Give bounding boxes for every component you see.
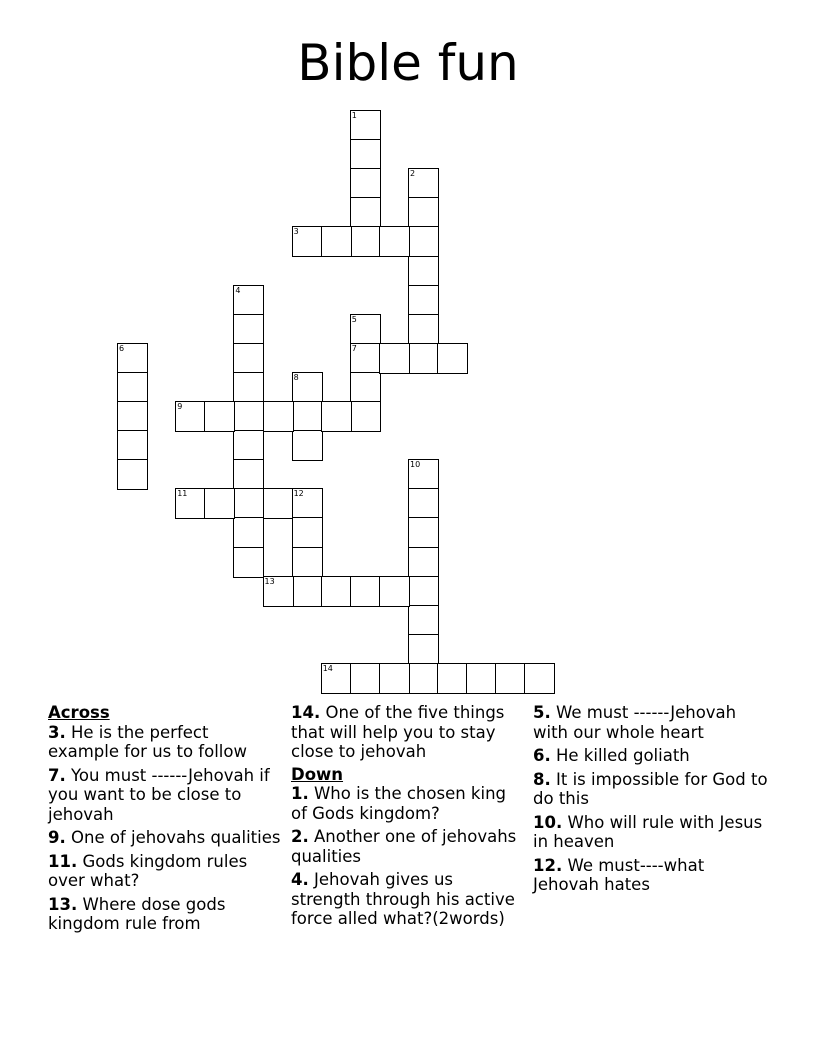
grid-cell[interactable]: [408, 576, 439, 607]
grid-cell[interactable]: [408, 314, 439, 345]
grid-cell[interactable]: [379, 343, 410, 374]
grid-cell[interactable]: [350, 168, 381, 199]
clue-text: He killed goliath: [550, 746, 690, 765]
clue-number: 7: [351, 343, 357, 353]
grid-cell[interactable]: [321, 576, 352, 607]
grid-cell[interactable]: [408, 547, 439, 578]
grid-cell[interactable]: [233, 314, 264, 345]
clue-number: 8: [293, 372, 299, 382]
grid-cell[interactable]: [292, 576, 323, 607]
clue-number: 6: [119, 343, 125, 353]
clue: [291, 870, 527, 929]
clue-number: 10: [410, 460, 421, 470]
grid-cell[interactable]: [408, 459, 439, 490]
grid-cell[interactable]: [408, 634, 439, 665]
grid-cell[interactable]: [204, 488, 235, 519]
grid-cell[interactable]: [408, 605, 439, 636]
clue-num: 8.: [533, 769, 551, 789]
grid-cell[interactable]: [321, 401, 352, 432]
grid-cell[interactable]: [233, 517, 264, 548]
grid-cell[interactable]: [350, 372, 381, 403]
clue: [533, 746, 769, 766]
puzzle-title: Bible fun: [297, 34, 519, 92]
grid-cell[interactable]: [408, 663, 439, 694]
grid-cell[interactable]: [321, 663, 352, 694]
clue-num: 13.: [48, 894, 78, 914]
grid-cell[interactable]: [350, 110, 381, 141]
clue: [48, 852, 284, 891]
clues-column-2: [291, 703, 527, 933]
clue-num: 14.: [291, 703, 321, 722]
clue-text: Where dose gods kingdom rule from: [48, 894, 226, 933]
grid-cell[interactable]: [117, 459, 148, 490]
grid-cell[interactable]: [408, 488, 439, 519]
clue-text: Who will rule with Jesus in heaven: [533, 812, 763, 851]
grid-cell[interactable]: [408, 226, 439, 257]
clue: [533, 703, 769, 742]
clue-num: 6.: [533, 746, 551, 765]
clue-num: 10.: [533, 812, 563, 832]
grid-cell[interactable]: [117, 372, 148, 403]
grid-cell[interactable]: [321, 226, 352, 257]
clue-text: Gods kingdom rules over what?: [48, 851, 248, 890]
clue-num: 5.: [533, 703, 551, 722]
clue-number: 1: [351, 111, 357, 120]
clue-text: Jehovah gives us strength through his active force alled what?(2words): [291, 870, 515, 928]
clue-num: 3.: [48, 722, 66, 742]
clue: [48, 723, 284, 762]
grid-cell[interactable]: [350, 197, 381, 228]
clue-num: 4.: [291, 870, 309, 889]
grid-cell[interactable]: [408, 285, 439, 316]
clues-column-3: [533, 703, 769, 899]
clue-number: 9: [177, 402, 183, 411]
clue-text: He is the perfect example for us to follow: [48, 722, 247, 761]
grid-cell[interactable]: [117, 430, 148, 461]
clue: [48, 895, 284, 934]
clue: [48, 828, 284, 848]
grid-cell[interactable]: [495, 663, 526, 694]
grid-cell[interactable]: [175, 401, 206, 432]
clue-text: One of the five things that will help you to stay close to jehovah: [291, 703, 505, 761]
clue-num: 2.: [291, 827, 309, 846]
clue-number: 3: [293, 227, 299, 237]
clue-number: 2: [410, 169, 416, 179]
clue-number: 12: [293, 489, 304, 499]
grid-cell[interactable]: [350, 314, 381, 345]
clue: [48, 766, 284, 825]
clue-num: 1.: [291, 784, 309, 803]
clue: [291, 703, 527, 762]
grid-cell[interactable]: [233, 401, 264, 432]
grid-cell[interactable]: [379, 576, 410, 607]
clue-number: 13: [264, 576, 275, 586]
clue-text: You must ------Jehovah if you want to be close to jehovah: [48, 765, 270, 824]
grid-cell[interactable]: [233, 547, 264, 578]
grid-cell[interactable]: [292, 430, 323, 461]
grid-cell[interactable]: [350, 401, 381, 432]
grid-cell[interactable]: [292, 372, 323, 403]
grid-cell[interactable]: [233, 488, 264, 519]
clue-text: It is impossible for God to do this: [533, 769, 768, 808]
grid-cell[interactable]: [204, 401, 235, 432]
clue-text: We must ------Jehovah with our whole heart: [533, 703, 737, 742]
grid-cell[interactable]: [263, 401, 294, 432]
clue-number: 14: [322, 663, 333, 673]
clue: [533, 813, 769, 852]
clue-number: 11: [177, 489, 188, 499]
clue: [533, 856, 769, 895]
clue: [291, 827, 527, 866]
grid-cell[interactable]: [379, 663, 410, 694]
grid-cell[interactable]: [379, 226, 410, 257]
grid-cell[interactable]: [292, 226, 323, 257]
grid-cell[interactable]: [233, 459, 264, 490]
clue: [533, 770, 769, 809]
grid-cell[interactable]: [292, 517, 323, 548]
grid-cell[interactable]: [233, 343, 264, 374]
grid-cell[interactable]: [408, 343, 439, 374]
grid-cell[interactable]: [292, 488, 323, 519]
grid-cell[interactable]: [233, 430, 264, 461]
across-heading: Across: [48, 703, 110, 722]
clue-text: We must----what Jehovah hates: [533, 855, 705, 894]
clue-num: 12.: [533, 855, 563, 875]
clue-number: 5: [351, 314, 357, 324]
down-heading: Down: [291, 764, 344, 784]
grid-cell[interactable]: [175, 488, 206, 519]
grid-cell[interactable]: [524, 663, 555, 694]
grid-cell[interactable]: [263, 576, 294, 607]
grid-cell[interactable]: [437, 663, 468, 694]
clue-text: One of jehovahs qualities: [65, 828, 281, 847]
grid-cell[interactable]: [408, 256, 439, 287]
clue-number: 4: [235, 285, 241, 295]
clue-text: Another one of jehovahs qualities: [291, 827, 517, 866]
grid-cell[interactable]: [408, 517, 439, 548]
grid-cell[interactable]: [117, 401, 148, 432]
grid-cell[interactable]: [292, 401, 323, 432]
grid-cell[interactable]: [350, 139, 381, 170]
grid-cell[interactable]: [350, 663, 381, 694]
clue-num: 11.: [48, 851, 78, 871]
grid-cell[interactable]: [350, 343, 381, 374]
grid-cell[interactable]: [233, 372, 264, 403]
grid-cell[interactable]: [466, 663, 497, 694]
grid-cell[interactable]: [263, 488, 294, 519]
clue-num: 9.: [48, 828, 66, 847]
grid-cell[interactable]: [233, 285, 264, 316]
grid-cell[interactable]: [350, 226, 381, 257]
grid-cell[interactable]: [408, 168, 439, 199]
grid-cell[interactable]: [117, 343, 148, 374]
grid-cell[interactable]: [292, 547, 323, 578]
grid-cell[interactable]: [350, 576, 381, 607]
clue-num: 7.: [48, 765, 66, 785]
grid-cell[interactable]: [437, 343, 468, 374]
clue: [291, 784, 527, 823]
clues-column-1: [48, 703, 284, 938]
clue-text: Who is the chosen king of Gods kingdom?: [291, 784, 507, 823]
grid-cell[interactable]: [408, 197, 439, 228]
